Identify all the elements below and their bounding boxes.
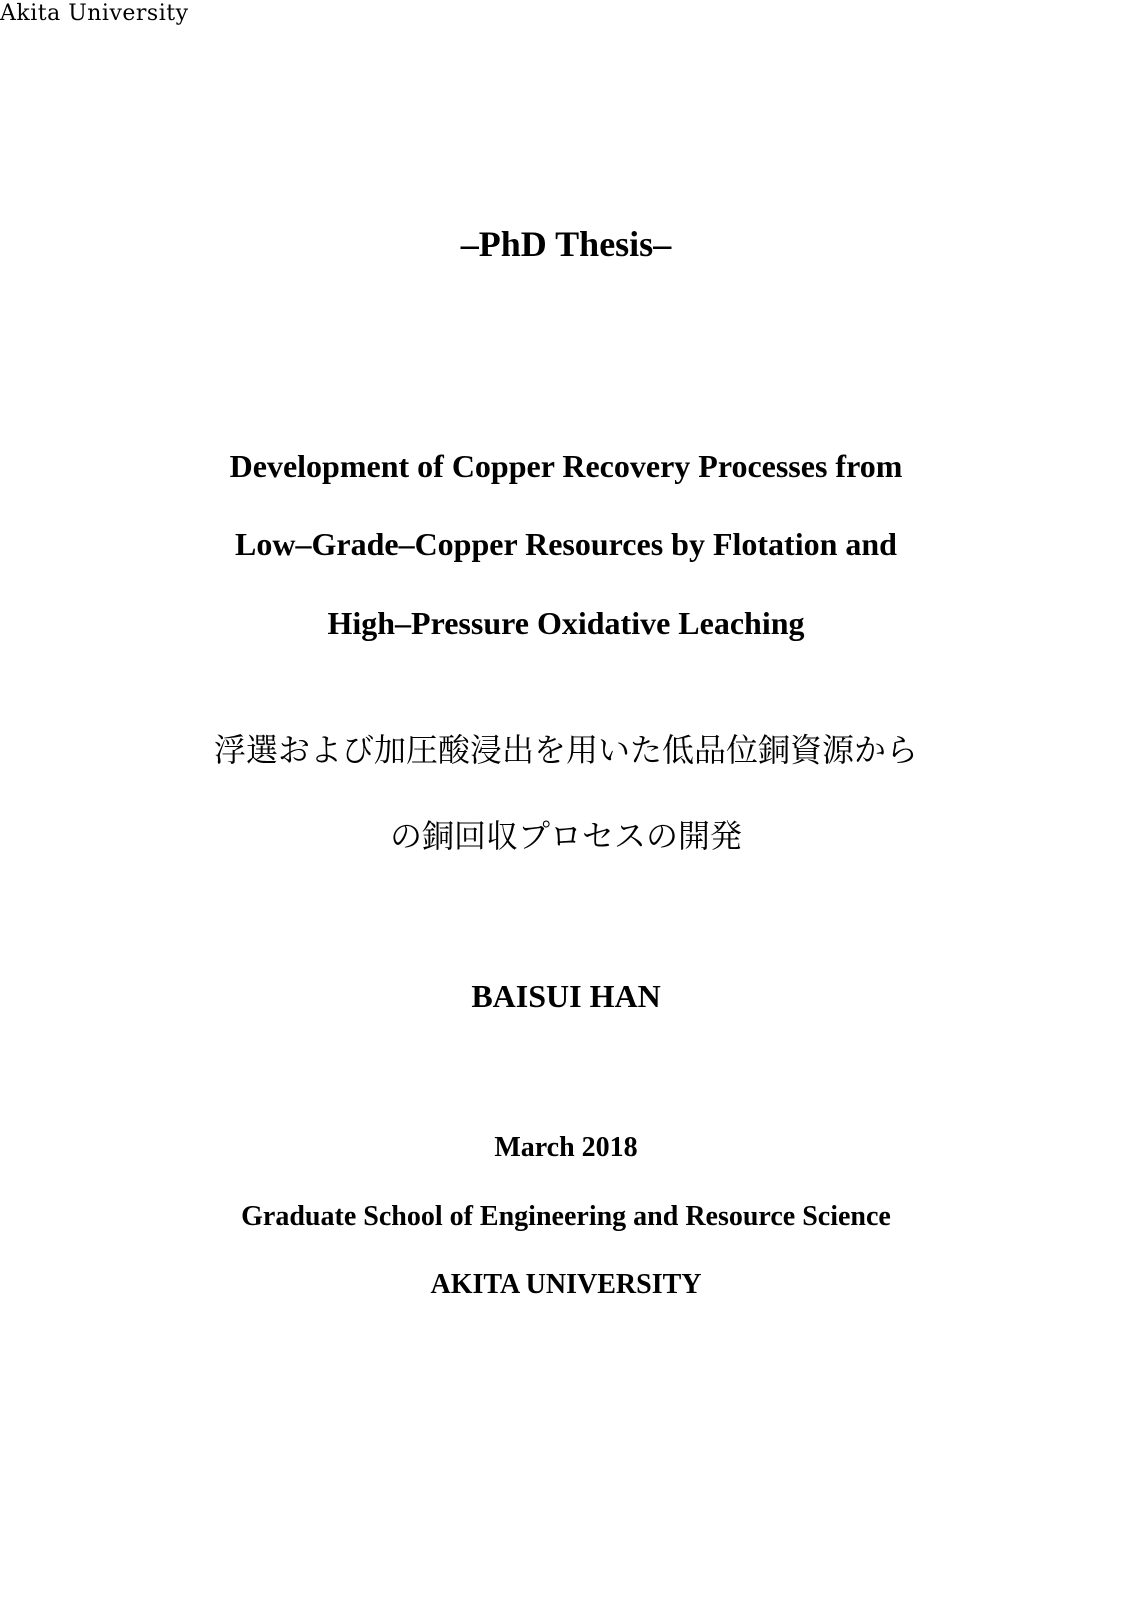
university-name: AKITA UNIVERSITY: [430, 1269, 702, 1300]
english-title-line-2: Low–Grade–Copper Resources by Flotation and: [235, 526, 897, 562]
submission-date: March 2018: [494, 1132, 638, 1163]
document-type-heading: –PhD Thesis–: [460, 224, 672, 264]
japanese-title-line-2: の銅回収プロセスの開発: [389, 817, 742, 855]
author-name: BAISUI HAN: [471, 978, 661, 1014]
graduate-school: Graduate School of Engineering and Resource Science: [241, 1201, 891, 1232]
japanese-title-line-1: 浮選および加圧酸浸出を用いた低品位銅資源から: [213, 731, 918, 769]
english-title-line-3: High–Pressure Oxidative Leaching: [327, 605, 805, 641]
english-title-line-1: Development of Copper Recovery Processes from: [229, 448, 903, 484]
header-institution: Akita University: [0, 1, 189, 26]
